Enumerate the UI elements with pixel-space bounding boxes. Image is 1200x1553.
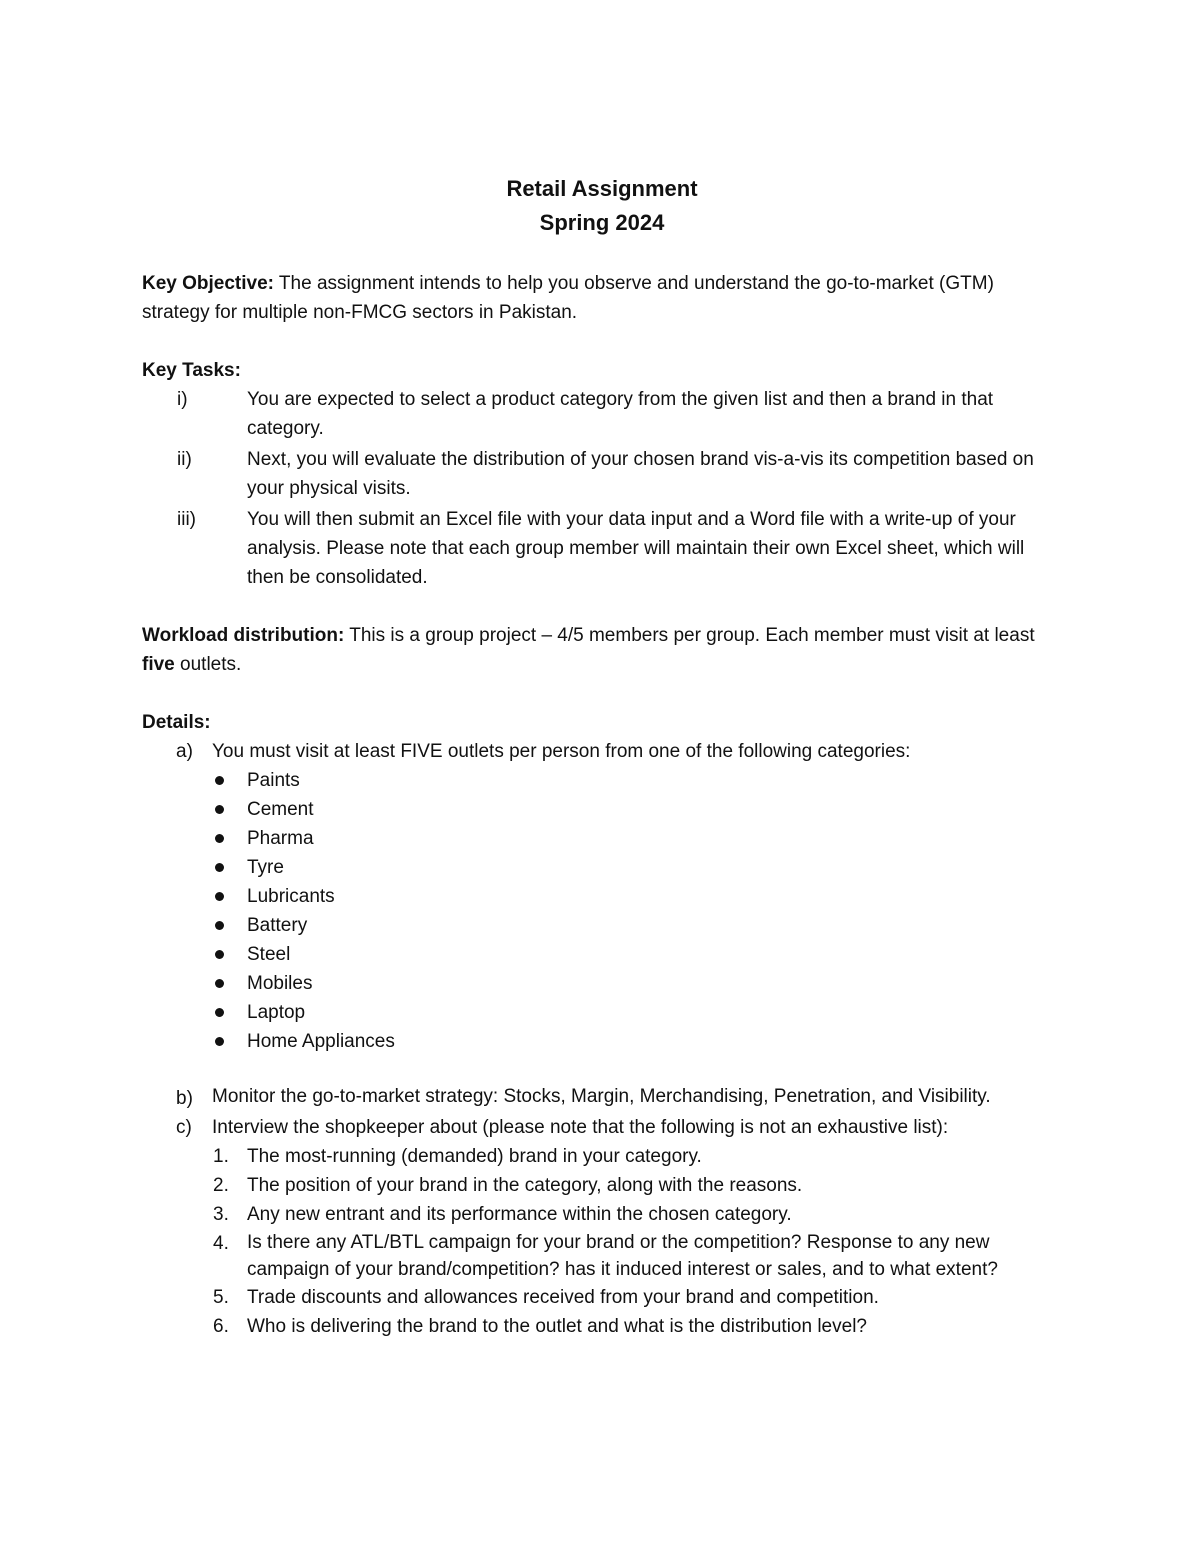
question-item (142, 1283, 1062, 1312)
category-label: Paints (247, 770, 300, 791)
question-marker: 3. (213, 1204, 229, 1225)
task-text: You are expected to select a product category from the given list and then a brand in that category. (247, 389, 994, 439)
bullet-icon (142, 1027, 247, 1056)
key-objective-paragraph (142, 269, 1062, 327)
category-list (142, 766, 1062, 1056)
category-item (142, 998, 1062, 1027)
question-marker: 1. (213, 1146, 229, 1167)
task-item (142, 505, 1062, 592)
workload-bold-word: five (142, 654, 175, 675)
workload-paragraph (142, 621, 1062, 679)
category-label: Home Appliances (247, 1031, 395, 1052)
category-item (142, 1027, 1062, 1056)
category-label: Lubricants (247, 886, 335, 907)
question-text: The position of your brand in the category, along with the reasons. (247, 1175, 803, 1196)
details-text: Monitor the go-to-market strategy: Stocks, Margin, Merchandising, Penetration, and Visibility. (212, 1086, 991, 1107)
question-item (142, 1200, 1062, 1229)
category-label: Steel (247, 944, 291, 965)
category-label: Battery (247, 915, 308, 936)
details-marker: c) (176, 1117, 192, 1138)
details-marker: a) (176, 741, 193, 762)
task-item (142, 445, 1062, 503)
key-tasks-heading: Key Tasks: (142, 360, 241, 381)
workload-text-before: This is a group project – 4/5 members per group. Each member must visit at least (344, 625, 1035, 646)
key-objective-label: Key Objective: (142, 273, 274, 294)
key-tasks-list (142, 385, 1062, 592)
task-item (142, 385, 1062, 443)
details-marker: b) (176, 1088, 193, 1109)
bullet-icon (142, 882, 247, 911)
details-item-c (142, 1113, 1062, 1142)
bullet-icon (142, 824, 247, 853)
bullet-icon (142, 911, 247, 940)
category-label: Mobiles (247, 973, 313, 994)
key-objective-text: The assignment intends to help you observe and understand the go-to-market (GTM) strategy for multiple non-FMCG sectors in Pakistan. (142, 273, 994, 323)
task-text: Next, you will evaluate the distribution of your chosen brand vis-a-vis its competition based on your physical visits. (247, 449, 1034, 499)
category-item (142, 911, 1062, 940)
category-item (142, 824, 1062, 853)
question-text: The most-running (demanded) brand in your category. (247, 1146, 702, 1167)
question-text: Any new entrant and its performance within the chosen category. (247, 1204, 792, 1225)
question-text: Who is delivering the brand to the outlet and what is the distribution level? (247, 1316, 867, 1337)
category-label: Tyre (247, 857, 284, 878)
doc-subtitle: Spring 2024 (539, 210, 665, 235)
bullet-icon (142, 766, 247, 795)
doc-title: Retail Assignment (506, 176, 698, 201)
question-item (142, 1229, 1062, 1283)
question-marker: 5. (213, 1287, 229, 1308)
category-item (142, 766, 1062, 795)
category-label: Cement (247, 799, 314, 820)
question-marker: 2. (213, 1175, 229, 1196)
question-marker: 4. (213, 1233, 229, 1254)
question-text: Is there any ATL/BTL campaign for your brand or the competition? Response to any new campaign of your brand/competition? has it induced interest or sales, and to what extent? (247, 1232, 998, 1280)
task-marker: iii) (177, 509, 196, 530)
workload-text-after: outlets. (174, 654, 242, 675)
bullet-icon (142, 998, 247, 1027)
category-item (142, 969, 1062, 998)
bullet-icon (142, 853, 247, 882)
question-text: Trade discounts and allowances received from your brand and competition. (247, 1287, 879, 1308)
category-item (142, 795, 1062, 824)
details-item-a (142, 737, 1062, 766)
category-item (142, 853, 1062, 882)
task-marker: i) (177, 389, 188, 410)
workload-label: Workload distribution: (142, 625, 345, 646)
bullet-icon (142, 795, 247, 824)
bullet-icon (142, 940, 247, 969)
document-page (142, 172, 1062, 1341)
task-marker: ii) (177, 449, 192, 470)
category-item (142, 940, 1062, 969)
task-text: You will then submit an Excel file with your data input and a Word file with a write-up of your analysis. Please note that each group member will maintain their own Excel sheet, which will then be consolidated. (247, 509, 1025, 588)
question-item (142, 1171, 1062, 1200)
details-text: You must visit at least FIVE outlets per person from one of the following categories: (212, 741, 911, 762)
category-label: Pharma (247, 828, 314, 849)
category-item (142, 882, 1062, 911)
question-item (142, 1312, 1062, 1341)
details-item-b (142, 1084, 1062, 1113)
details-heading: Details: (142, 712, 211, 733)
details-text: Interview the shopkeeper about (please note that the following is not an exhaustive list): (212, 1117, 949, 1138)
question-marker: 6. (213, 1316, 229, 1337)
question-item (142, 1142, 1062, 1171)
category-label: Laptop (247, 1002, 306, 1023)
bullet-icon (142, 969, 247, 998)
interview-question-list (142, 1142, 1062, 1341)
